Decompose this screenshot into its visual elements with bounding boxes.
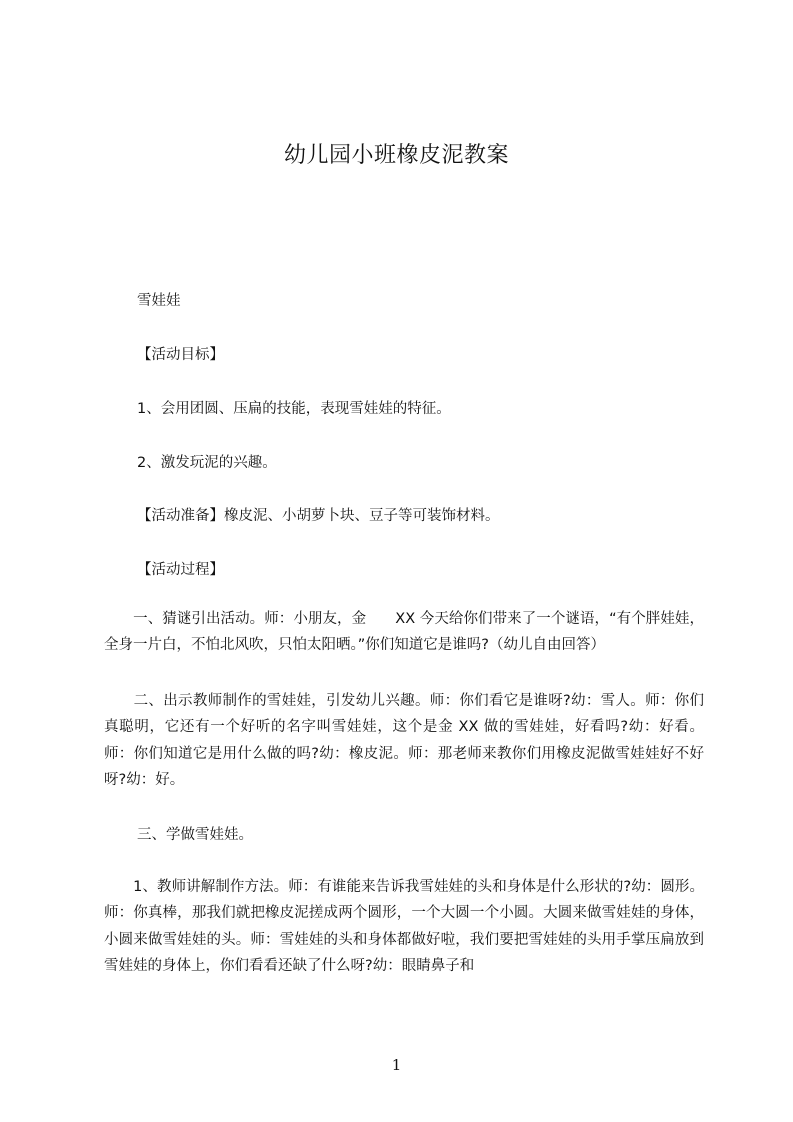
process-step-3: 三、学做雪娃娃。 [137, 827, 253, 843]
section-subtitle: 雪娃娃 [137, 293, 181, 309]
process-step-1 [104, 606, 704, 659]
process-step-2 [104, 688, 704, 794]
preparation-text: 【活动准备】橡皮泥、小胡萝卜块、豆子等可装饰材料。 [137, 508, 500, 524]
process-step-1-text: 一、猜谜引出活动。师：小朋友，金 XX 今天给你们带来了一个谜语，“有个胖娃娃，全身一片白，不怕北风吹，只怕太阳晒。”你们知道它是谁吗?（幼儿自由回答） [104, 611, 704, 654]
goal-item-1: 1、会用团圆、压扁的技能，表现雪娃娃的特征。 [137, 401, 451, 417]
page-number: 1 [391, 1056, 402, 1074]
goal-heading: 【活动目标】 [137, 347, 224, 363]
process-step-3-1-text: 1、教师讲解制作方法。师：有谁能来告诉我雪娃娃的头和身体是什么形状的?幼：圆形。师：你真棒，那我们就把橡皮泥搓成两个圆形，一个大圆一个小圆。大圆来做雪娃娃的身体，小圆来做雪娃娃的头。师：雪娃娃的头和身体都做好啦，我们要把雪娃娃的头用手掌压扁放到雪娃娃的身体上，你们看看还缺了什么呀?幼：眼睛鼻子和 [104, 879, 704, 975]
process-step-3-1 [104, 874, 704, 980]
process-step-2-text: 二、出示教师制作的雪娃娃，引发幼儿兴趣。师：你们看它是谁呀?幼：雪人。师：你们真聪明，它还有一个好听的名字叫雪娃娃，这个是金 XX 做的雪娃娃，好看吗?幼：好看。师：你们知道它是用什么做的吗?幼：橡皮泥。师：那老师来教你们用橡皮泥做雪娃娃好不好呀?幼：好。 [104, 693, 704, 789]
document-title: 幼儿园小班橡皮泥教案 [283, 143, 509, 168]
goal-item-2: 2、激发玩泥的兴趣。 [137, 455, 277, 471]
process-heading: 【活动过程】 [137, 562, 224, 578]
